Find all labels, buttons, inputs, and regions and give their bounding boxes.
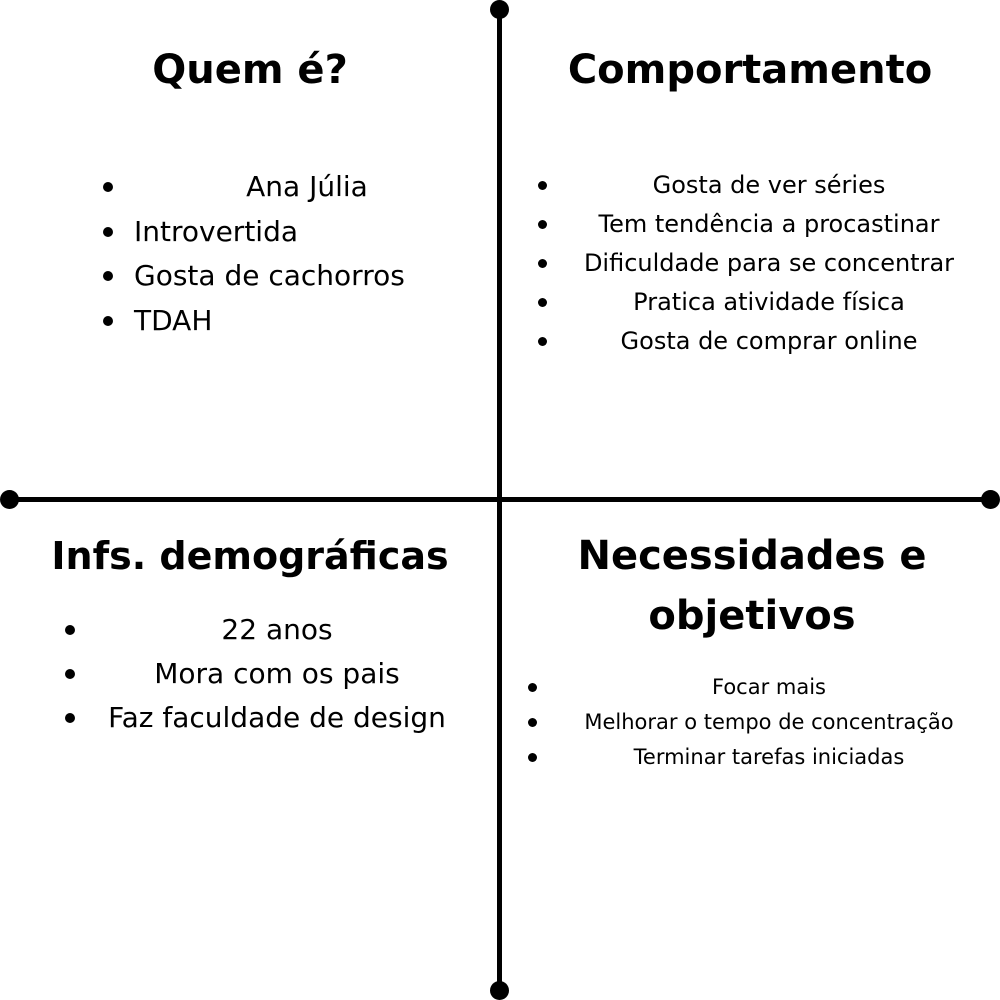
axis-endpoint-top-dot <box>490 0 509 19</box>
quadrant-needs-title-line-2: objetivos <box>648 593 856 639</box>
list-item: TDAH <box>100 299 480 344</box>
quadrant-needs-title-line-1: Necessidades e <box>577 533 927 579</box>
list-item: Introvertida <box>100 210 480 255</box>
axis-endpoint-left-dot <box>0 490 19 509</box>
quadrant-behavior-list <box>534 166 974 361</box>
axis-endpoint-bottom-dot <box>490 981 509 1000</box>
quadrant-behavior-title: Comportamento <box>567 47 933 93</box>
list-item: Gosta de cachorros <box>100 254 480 299</box>
list-item: Focar mais <box>524 670 984 705</box>
quadrant-demographics-title: Infs. demográficas <box>51 534 449 578</box>
list-item: 22 anos <box>60 608 460 652</box>
horizontal-axis-line <box>10 497 990 502</box>
list-item: Ana Júlia <box>100 165 480 210</box>
list-item: Pratica atividade física <box>534 283 974 322</box>
list-item: Faz faculdade de design <box>60 696 460 740</box>
quadrant-needs-title <box>502 526 1000 646</box>
list-item: Terminar tarefas iniciadas <box>524 740 984 775</box>
list-item: Mora com os pais <box>60 652 460 696</box>
quadrant-who <box>0 40 500 337</box>
quadrant-who-list <box>100 165 480 343</box>
quadrant-needs <box>500 526 1000 769</box>
list-item: Tem tendência a procastinar <box>534 205 974 244</box>
quadrant-demographics <box>0 526 500 734</box>
list-item: Gosta de comprar online <box>534 322 974 361</box>
list-item: Gosta de ver séries <box>534 166 974 205</box>
list-item: Dificuldade para se concentrar <box>534 244 974 283</box>
quadrant-demographics-list <box>60 608 460 740</box>
quadrant-behavior <box>500 40 1000 355</box>
list-item: Melhorar o tempo de concentração <box>524 705 984 740</box>
axis-endpoint-right-dot <box>981 490 1000 509</box>
quadrant-needs-list <box>524 670 984 775</box>
quadrant-who-title: Quem é? <box>152 47 348 93</box>
